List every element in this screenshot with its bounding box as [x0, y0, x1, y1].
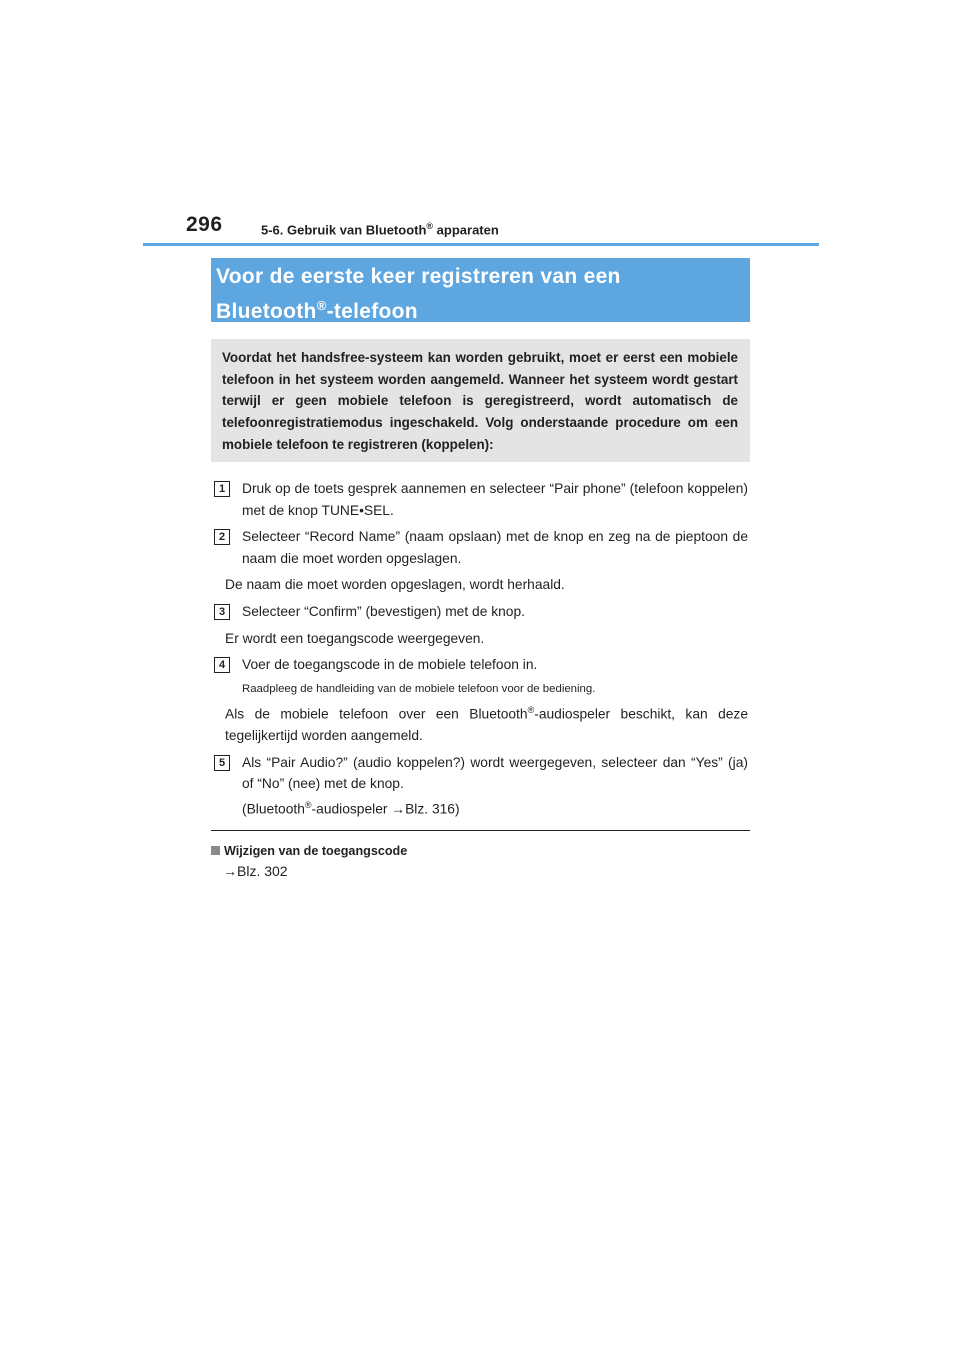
- note-after-step-2: De naam die moet worden opgeslagen, wordt herhaald.: [225, 577, 565, 593]
- title-line-2: [216, 291, 750, 326]
- title-line-1: Voor de eerste keer registreren van een: [216, 265, 621, 288]
- title-line-2-pre: Bluetooth: [216, 300, 317, 323]
- note-pre: Als de mobiele telefoon over een Bluetooth: [225, 706, 528, 722]
- subsection: [211, 841, 407, 881]
- intro-box: [211, 339, 750, 462]
- subsection-reference: →Blz. 302: [223, 863, 288, 879]
- step-text: Druk op de toets gesprek aannemen en selecteer “Pair phone” (telefoon koppelen) met de knop TUNE•SEL.: [242, 481, 748, 518]
- step-5-line-2-post: -audiospeler →Blz. 316): [311, 801, 460, 817]
- procedure: [214, 478, 748, 825]
- note-after-step-4: [214, 700, 748, 747]
- page-title: [216, 262, 750, 326]
- step-text: Voer de toegangscode in de mobiele telefoon in.: [242, 657, 538, 673]
- title-box: [211, 258, 750, 322]
- section-prefix: 5-6. Gebruik van Bluetooth: [261, 222, 427, 238]
- page-number: 296: [186, 213, 223, 236]
- note-small-step-4: Raadpleeg de handleiding van de mobiele telefoon voor de bediening.: [242, 682, 596, 695]
- step-4: [214, 654, 748, 676]
- step-number: 1: [214, 481, 230, 497]
- square-bullet-icon: [211, 846, 220, 855]
- step-5-registered-mark: ®: [304, 799, 312, 810]
- step-number: 4: [214, 657, 230, 673]
- step-2: [214, 526, 748, 569]
- title-registered-mark: ®: [316, 298, 327, 313]
- step-1: [214, 478, 748, 521]
- registered-mark: ®: [426, 221, 434, 231]
- subsection-title-text: Wijzigen van de toegangscode: [224, 844, 408, 858]
- bottom-rule: [211, 830, 750, 831]
- step-text: Selecteer “Record Name” (naam opslaan) met de knop en zeg na de pieptoon de naam die moet worden opgeslagen.: [242, 529, 748, 566]
- step-text: Selecteer “Confirm” (bevestigen) met de knop.: [242, 603, 525, 619]
- step-number: 5: [214, 755, 230, 771]
- section-suffix: apparaten: [433, 222, 499, 238]
- step-5-line-2-pre: (Bluetooth: [242, 801, 305, 817]
- step-number: 2: [214, 529, 230, 545]
- step-text: Als “Pair Audio?” (audio koppelen?) wordt weergegeven, selecteer dan “Yes” (ja) of “No” (nee) met de knop.: [242, 754, 748, 792]
- step-number: 3: [214, 604, 230, 620]
- note-after-step-3: Er wordt een toegangscode weergegeven.: [225, 630, 485, 646]
- section-header: [261, 221, 499, 237]
- note-registered-mark: ®: [527, 704, 535, 715]
- step-5: [214, 752, 748, 820]
- step-5-line-2: [242, 795, 748, 820]
- intro-text: Voordat het handsfree-systeem kan worden gebruikt, moet er eerst een mobiele telefoon in het systeem worden aangemeld. Wanneer het systeem wordt gestart terwijl er geen mobiele telefoon is geregistreerd, wordt automatisch de telefoonregistratiemodus ingeschakeld. Volg onderstaande procedure om een mobiele telefoon te registreren (koppelen):: [222, 350, 738, 452]
- step-3: [214, 601, 748, 623]
- header-rule: [143, 243, 819, 246]
- title-line-2-post: -telefoon: [326, 300, 418, 323]
- note-post: -audiospeler beschikt, kan deze tegelijkertijd worden aangemeld.: [225, 706, 748, 743]
- subsection-title: [211, 841, 407, 861]
